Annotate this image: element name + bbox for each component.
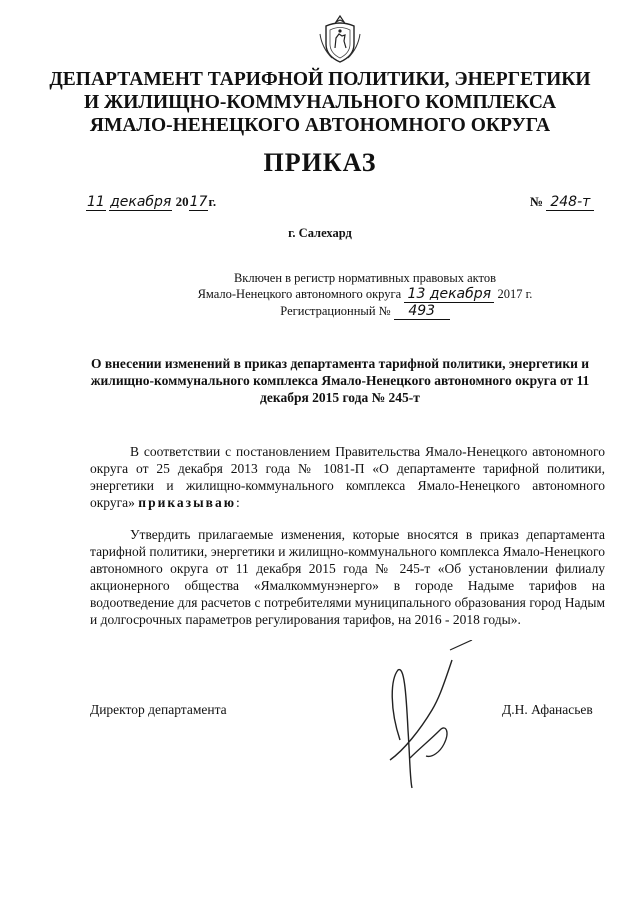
- order-subject: О внесении изменений в приказ департамента тарифной политики, энергетики и жилищно-коммунального комплекса Ямало-Ненецкого автономного округа от 11 декабря 2015 года № 245-т: [90, 356, 590, 405]
- signature-icon: [360, 640, 480, 790]
- order-month: декабря: [110, 194, 172, 210]
- paragraph-1-text: В соответствии с постановлением Правительства Ямало-Ненецкого автономного округа от 25 декабря 2013 года № 1081-П «О департаменте тарифной политики, энергетики и жилищно-коммунального комплекса Ямало-Ненецкого автономного округа»: [90, 444, 605, 510]
- body-paragraph-1: [90, 443, 605, 511]
- department-line-3: ЯМАЛО-НЕНЕЦКОГО АВТОНОМНОГО ОКРУГА: [89, 115, 551, 136]
- department-line-2: И ЖИЛИЩНО-КОММУНАЛЬНОГО КОМПЛЕКСА: [83, 92, 557, 113]
- paragraph-1-end: :: [236, 495, 240, 510]
- registry-stamp: [170, 270, 560, 320]
- department-line-1: ДЕПАРТАМЕНТ ТАРИФНОЙ ПОЛИТИКИ, ЭНЕРГЕТИКИ: [49, 69, 591, 90]
- order-number-label: №: [530, 194, 544, 209]
- registry-year: 2017 г.: [497, 287, 533, 301]
- document-type-title: ПРИКАЗ: [263, 148, 377, 177]
- paragraph-1-decree-word: приказываю: [138, 495, 237, 510]
- department-name: [40, 68, 600, 137]
- order-year-suffix: 17: [189, 194, 208, 210]
- registry-line-1: Включен в регистр нормативных правовых актов: [233, 271, 497, 285]
- coat-of-arms-icon: [318, 14, 362, 64]
- registry-number-label: Регистрационный №: [280, 304, 391, 318]
- order-date: [86, 194, 216, 210]
- order-day: 11: [87, 194, 105, 210]
- city: г. Салехард: [288, 226, 352, 240]
- order-number-value: 248-т: [546, 194, 594, 211]
- body-paragraph-2: Утвердить прилагаемые изменения, которые вносятся в приказ департамента тарифной политики, энергетики и жилищно-коммунального комплекса Ямало-Ненецкого автономного округа от 11 декабря 2015 года № 245-т «Об установлении филиалу акционерного общества «Ямалкоммунэнерго» в городе Надыме тарифов на водоотведение для расчетов с потребителями муниципального образования город Надым и долгосрочных параметров регулирования тарифов, на 2016 - 2018 годы».: [90, 527, 605, 627]
- signer-position: Директор департамента: [90, 702, 227, 717]
- order-year-prefix: 20: [175, 194, 189, 209]
- registry-line-3: [170, 303, 560, 320]
- registry-line-2: [170, 286, 560, 303]
- signer-name: Д.Н. Афанасьев: [502, 702, 593, 717]
- registry-number: 493: [394, 303, 450, 320]
- order-year-unit: г.: [208, 194, 217, 209]
- registry-date: 13 декабря: [404, 286, 494, 303]
- registry-region: Ямало-Ненецкого автономного округа: [197, 287, 402, 301]
- order-number: [530, 194, 594, 211]
